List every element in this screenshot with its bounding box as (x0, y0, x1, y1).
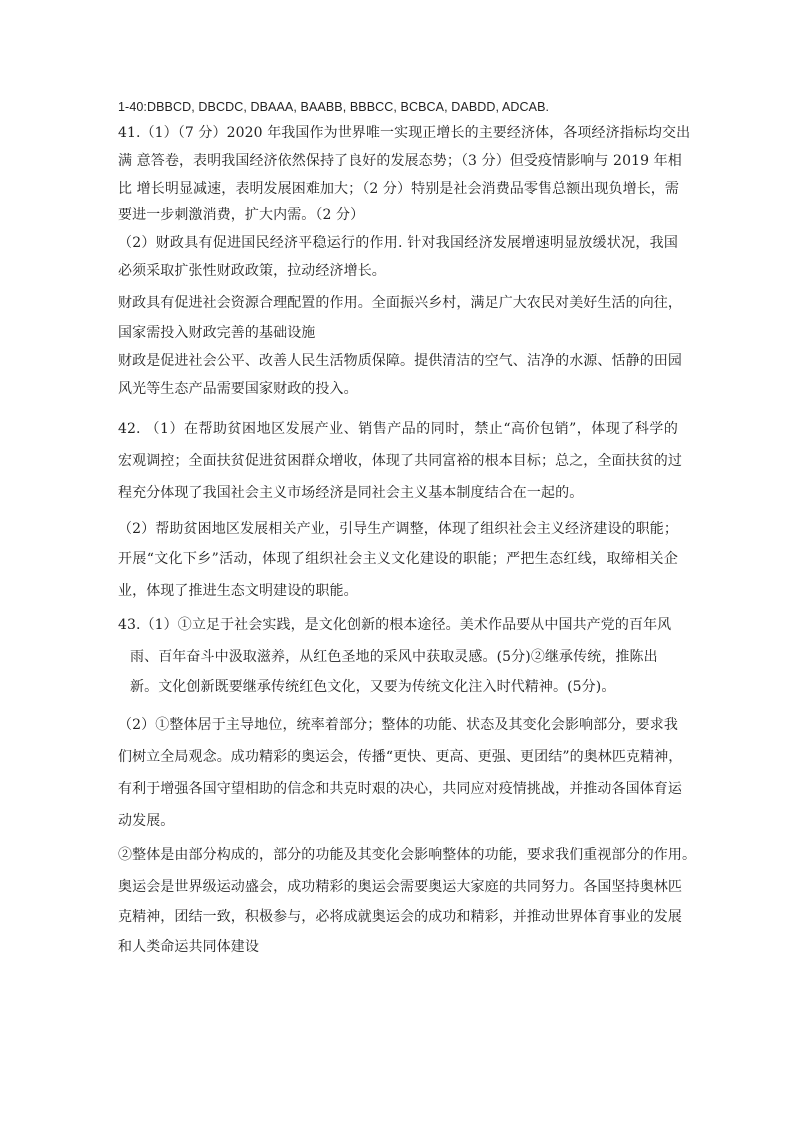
q41-part2-line-1: （2）财政具有促进国民经济平稳运行的作用. 针对我国经济发展增速明显放缓状况，我国 (118, 235, 678, 251)
q41-part2-line-3: 财政具有促进社会资源合理配置的作用。全面振兴乡村，满足广大农民对美好生活的向往， (118, 295, 682, 311)
q43-part2-line-1: （2）①整体居于主导地位，统率着部分；整体的功能、状态及其变化会影响部分，要求我 (118, 717, 678, 733)
q42-part1-line-2: 宏观调控；全面扶贫促进贫困群众增收，体现了共同富裕的根本目标；总之，全面扶贫的过 (118, 453, 682, 469)
q43-part1-line-1: 43.（1）①立足于社会实践，是文化创新的根本途径。美术作品要从中国共产党的百年风 (118, 617, 672, 633)
q43-part2-line-3: 有利于增强各国守望相助的信念和共克时艰的决心，共同应对疫情挑战，并推动各国体育运 (118, 781, 682, 797)
q41-part2-line-2: 必须采取扩张性财政政策，拉动经济增长。 (118, 263, 386, 279)
q41-part2-line-4: 国家需投入财政完善的基础设施 (118, 325, 316, 341)
q42-part2-line-1: （2）帮助贫困地区发展相关产业，引导生产调整，体现了组织社会主义经济建设的职能； (118, 521, 678, 537)
q41-part1-line-4: 要进一步刺激消费，扩大内需。（2 分） (118, 207, 365, 223)
q41-part2-line-5: 财政是促进社会公平、改善人民生活物质保障。提供清洁的空气、洁净的水源、恬静的田园 (118, 353, 682, 369)
q43-part2-line-8: 和人类命运共同体建设 (118, 939, 259, 955)
q43-part2-line-4: 动发展。 (118, 813, 175, 829)
q43-part2-line-7: 克精神，团结一致，积极参与，必将成就奥运会的成功和精彩，并推动世界体育事业的发展 (118, 909, 682, 925)
q41-part2-line-6: 风光等生态产品需要国家财政的投入。 (118, 381, 358, 397)
choice-answers-line: 1-40:DBBCD, DBCDC, DBAAA, BAABB, BBBCC, BCBCA, DABDD, ADCAB. (118, 100, 550, 114)
q43-part2-line-2: 们树立全局观念。成功精彩的奥运会，传播“更快、更高、更强、更团结”的奥林匹克精神， (118, 749, 683, 765)
q42-part2-line-3: 业，体现了推进生态文明建设的职能。 (118, 583, 358, 599)
q41-part1-line-1: 41.（1）（7 分）2020 年我国作为世界唯一实现正增长的主要经济体，各项经济指标均交出 (118, 125, 691, 141)
q42-part1-line-3: 程充分体现了我国社会主义市场经济是同社会主义基本制度结合在一起的。 (118, 485, 584, 501)
q41-part1-line-3: 比 增长明显减速，表明发展困难加大；（2 分）特别是社会消费品零售总额出现负增长，需 (118, 181, 680, 197)
q42-part2-line-2: 开展“文化下乡”活动，体现了组织社会主义文化建设的职能；严把生态红线，取缔相关企 (118, 551, 678, 567)
q43-part1-line-3: 新。文化创新既要继承传统红色文化，又要为传统文化注入时代精神。(5分)。 (130, 679, 616, 695)
q42-part1-line-1: 42. （1）在帮助贫困地区发展产业、销售产品的同时，禁止“高价包销”，体现了科学的 (118, 421, 678, 437)
q41-part1-line-2: 满 意答卷，表明我国经济依然保持了良好的发展态势；（3 分）但受疫情影响与 2019 年相 (118, 153, 682, 169)
q43-part2-line-5: ②整体是由部分构成的，部分的功能及其变化会影响整体的功能，要求我们重视部分的作用。 (118, 847, 697, 863)
q43-part2-line-6: 奥运会是世界级运动盛会，成功精彩的奥运会需要奥运大家庭的共同努力。各国坚持奥林匹 (118, 879, 682, 895)
q43-part1-line-2: 雨、百年奋斗中汲取滋养，从红色圣地的采风中获取灵感。(5分)②继承传统，推陈出 (130, 649, 658, 665)
